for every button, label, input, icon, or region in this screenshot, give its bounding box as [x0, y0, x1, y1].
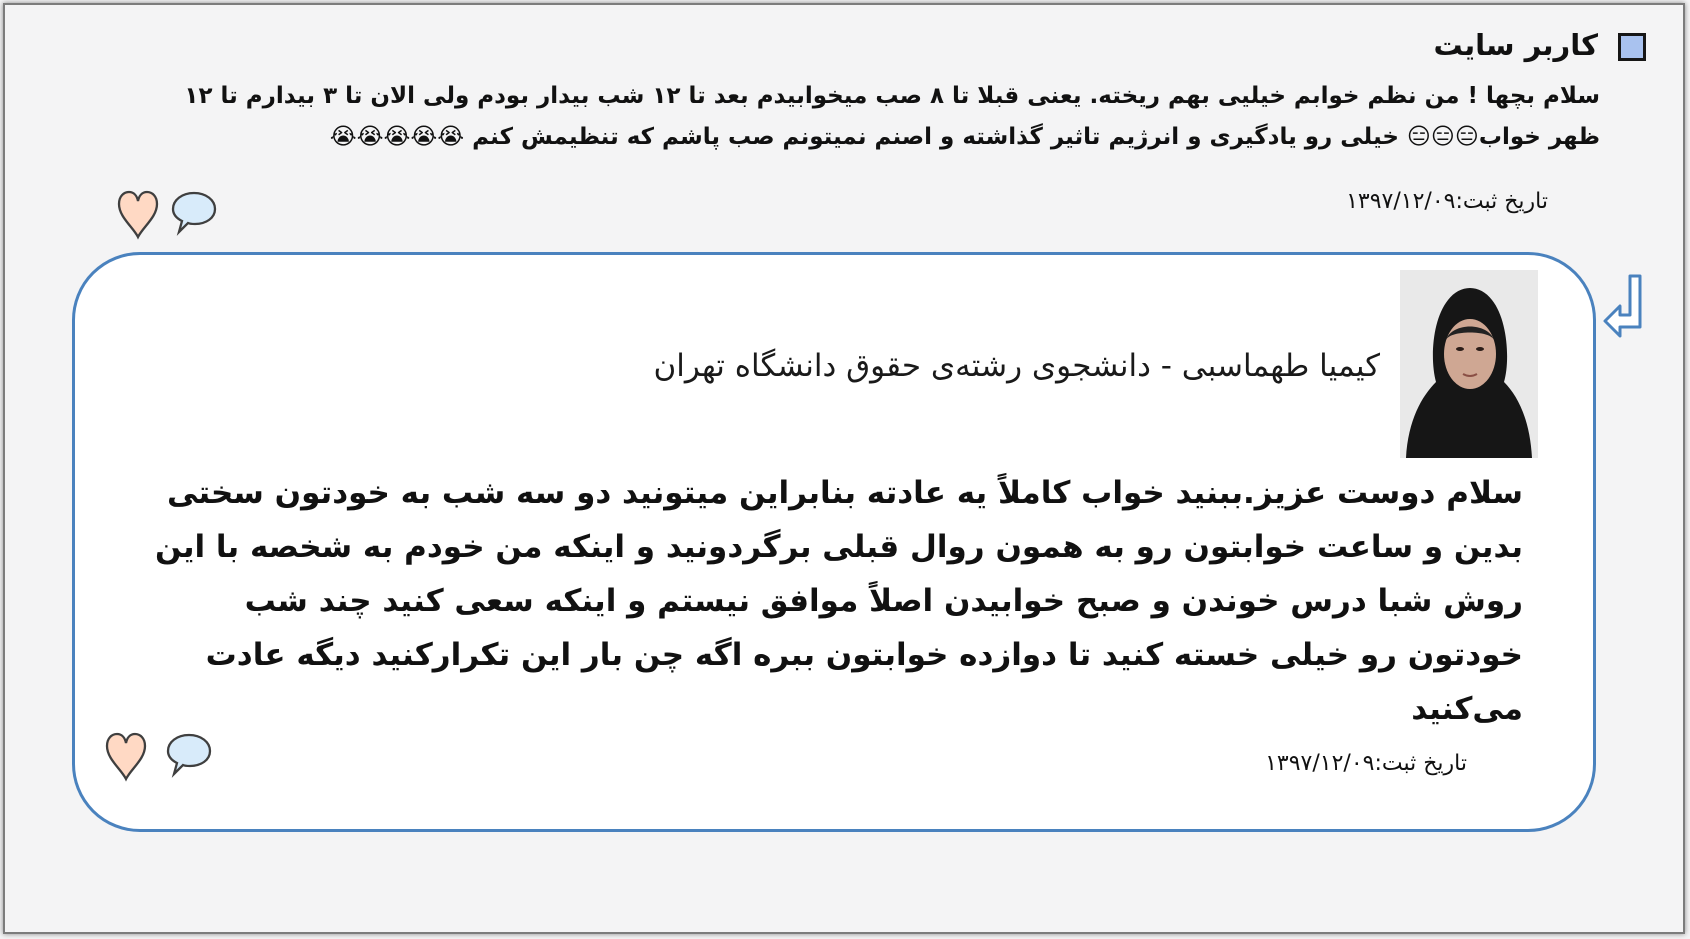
reply-arrow-icon	[1602, 272, 1654, 352]
reply-author: کیمیا طهماسبی - دانشجوی رشته‌ی حقوق دانشگاه تهران	[653, 348, 1380, 384]
reply-date: تاریخ ثبت:۱۳۹۷/۱۲/۰۹	[1265, 751, 1467, 776]
reply-text: سلام دوست عزیز.ببنید خواب کاملاً یه عادته بنابراین میتونید دو سه شب به خودتون سختی بدین و ساعت خوابتون رو به همون روال قبلی برگردونید و اینکه من خودم به شخصه با این روش شبا درس خوندن و صبح خوابیدن اصلاً موافق نیستم و اینکه سعی کنید چند شب خودتون رو خیلی خسته کنید تا دوازده خوابتون ببره اگه چن بار این تکرارکنید دیگه عادت می‌کنید	[154, 475, 1523, 727]
question-date: تاریخ ثبت:۱۳۹۷/۱۲/۰۹	[1346, 189, 1548, 214]
question-text: سلام بچها ! من نظم خوابم خیلیی بهم ریخته. یعنی قبلا تا ۸ صب میخوابیدم بعد تا ۱۲ شب بیدار بودم ولی الان تا ۳ بیدارم تا ۱۲ ظهر خواب😑😑😑 خیلی رو یادگیری و انرژیم تاثیر گذاشته و اصنم نمیتونم صب پاشم که تنظیمش کنم 😭😭😭😭😭	[184, 83, 1600, 150]
question-user-label: کاربر سایت	[1433, 28, 1598, 62]
speech-bubble-icon[interactable]	[164, 732, 214, 778]
author-photo	[1400, 270, 1538, 458]
heart-icon[interactable]	[104, 732, 148, 782]
heart-icon[interactable]	[116, 190, 160, 240]
speech-bubble-icon[interactable]	[170, 190, 218, 236]
user-square-icon	[1618, 33, 1646, 61]
